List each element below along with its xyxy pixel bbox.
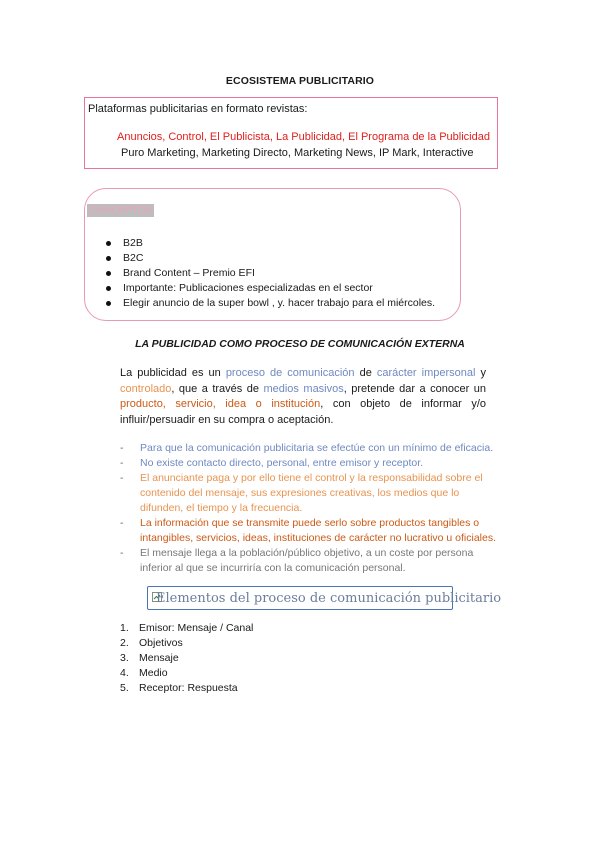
paragraph-text: y bbox=[475, 367, 486, 379]
list-item: B2B bbox=[103, 236, 435, 251]
paragraph-text: La publicidad es un bbox=[120, 367, 226, 379]
list-item: Importante: Publicaciones especializadas en el sector bbox=[103, 281, 435, 296]
list-number: 2. bbox=[120, 637, 129, 649]
concepts-badge: CONCEPTOS bbox=[89, 205, 153, 216]
list-item-text: No existe contacto directo, personal, entre emisor y receptor. bbox=[140, 457, 424, 469]
platforms-heading: Plataformas publicitarias en formato revistas: bbox=[88, 103, 308, 115]
paragraph-highlight: medios masivos bbox=[263, 382, 344, 395]
list-item-text: Mensaje bbox=[139, 652, 179, 664]
list-item: B2C bbox=[103, 251, 435, 266]
elements-title-box bbox=[147, 586, 502, 610]
list-item: Brand Content – Premio EFI bbox=[103, 266, 435, 281]
concepts-box bbox=[84, 188, 461, 321]
elements-list bbox=[120, 621, 253, 696]
list-number: 1. bbox=[120, 622, 129, 634]
characteristics-list bbox=[120, 441, 504, 576]
paragraph-text: de bbox=[354, 367, 377, 379]
list-item bbox=[120, 621, 253, 636]
list-item-text: Para que la comunicación publicitaria se efectúe con un mínimo de eficacia. bbox=[140, 442, 494, 454]
paragraph-highlight: carácter impersonal bbox=[376, 367, 476, 379]
list-item-text: Emisor: Mensaje / Canal bbox=[139, 622, 254, 634]
list-item-text: El mensaje llega a la población/público objetivo, a un coste por persona inferior al que se incurriría con la comunicación personal. bbox=[140, 547, 474, 574]
list-item-text: Medio bbox=[139, 667, 168, 679]
list-item-text: La información que se transmite puede serlo sobre productos tangibles o intangibles, servicios, ideas, instituciones de carácter no lucrativo u oficiales. bbox=[140, 517, 497, 544]
definition-paragraph bbox=[120, 366, 486, 428]
paragraph-highlight: producto, servicio, idea o institución bbox=[120, 398, 321, 410]
list-item: - El anunciante paga y por ello tiene el control y la responsabilidad sobre el contenido del mensaje, sus expresiones creativas, los medios que lo difunden, el tiempo y la frecuencia. bbox=[120, 472, 483, 514]
list-item bbox=[120, 666, 253, 681]
list-number: 3. bbox=[120, 652, 129, 664]
list-item bbox=[120, 636, 253, 651]
concepts-list bbox=[103, 236, 435, 311]
document-title: ECOSISTEMA PUBLICITARIO bbox=[225, 75, 375, 87]
platforms-line-dark: Puro Marketing, Marketing Directo, Marketing News, IP Mark, Interactive bbox=[121, 147, 474, 159]
paragraph-text: , con objeto de informar y/o influir/persuadir en su compra o aceptación. bbox=[120, 398, 486, 426]
paragraph-text: , que a través de bbox=[171, 382, 264, 395]
list-item: - El mensaje llega a la población/público objetivo, a un coste por persona inferior al que se incurriría con la comunicación personal. bbox=[120, 547, 474, 574]
paragraph-text: , pretende dar a conocer un bbox=[343, 382, 486, 395]
list-item bbox=[120, 651, 253, 666]
list-item-text: Receptor: Respuesta bbox=[139, 682, 238, 694]
list-item: - La información que se transmite puede serlo sobre productos tangibles o intangibles, servicios, ideas, instituciones de carácter no lucrativo u oficiales. bbox=[120, 517, 497, 544]
list-number: 5. bbox=[120, 682, 129, 694]
list-item: Elegir anuncio de la super bowl , y. hacer trabajo para el miércoles. bbox=[103, 296, 435, 311]
paragraph-highlight: controlado bbox=[120, 382, 172, 395]
list-item-text: El anunciante paga y por ello tiene el control y la responsabilidad sobre el contenido del mensaje, sus expresiones creativas, los medios que lo difunden, el tiempo y la frecuencia. bbox=[140, 472, 483, 514]
list-item bbox=[120, 681, 253, 696]
list-item: - Para que la comunicación publicitaria se efectúe con un mínimo de eficacia. bbox=[120, 442, 494, 454]
list-number: 4. bbox=[120, 667, 129, 679]
list-item: - No existe contacto directo, personal, entre emisor y receptor. bbox=[120, 457, 424, 469]
platforms-box bbox=[84, 97, 498, 169]
platforms-line-red: Anuncios, Control, El Publicista, La Publicidad, El Programa de la Publicidad bbox=[117, 131, 490, 143]
elements-title: Elementos del proceso de comunicación publicitario bbox=[156, 591, 502, 606]
paragraph-highlight: proceso de comunicación bbox=[225, 367, 355, 379]
list-item-text: Objetivos bbox=[139, 637, 183, 649]
section-subtitle: LA PUBLICIDAD COMO PROCESO DE COMUNICACIÓN EXTERNA bbox=[135, 338, 465, 350]
